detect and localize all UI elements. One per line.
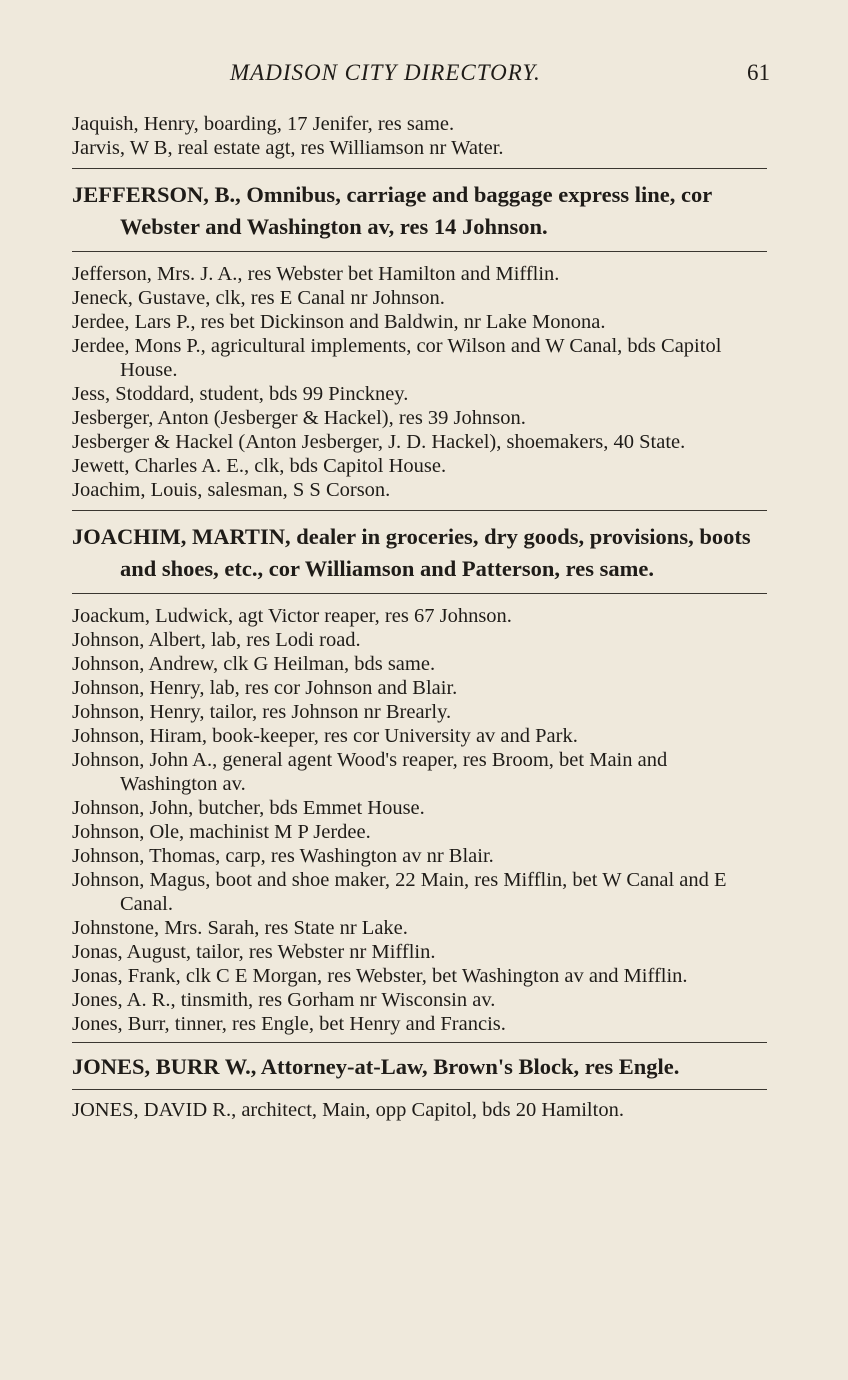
list-item: JONES, DAVID R., architect, Main, opp Capitol, bds 20 Hamilton. xyxy=(72,1099,624,1121)
list-item: Joachim, Louis, salesman, S S Corson. xyxy=(72,479,391,501)
featured-entry: JOACHIM, MARTIN, dealer in groceries, dry goods, provisions, boots and shoes, etc., cor Williamson and Patterson, res same. xyxy=(72,524,751,581)
running-title: MADISON CITY DIRECTORY. xyxy=(230,60,541,85)
list-item: Jess, Stoddard, student, bds 99 Pinckney. xyxy=(72,383,409,405)
list-item: Johnson, Henry, tailor, res Johnson nr Brearly. xyxy=(72,701,452,723)
list-item: Johnson, Henry, lab, res cor Johnson and Blair. xyxy=(72,677,458,699)
list-item: Johnson, John, butcher, bds Emmet House. xyxy=(72,797,425,819)
divider xyxy=(72,593,767,594)
list-item: Jones, A. R., tinsmith, res Gorham nr Wisconsin av. xyxy=(72,989,496,1011)
list-item: Jewett, Charles A. E., clk, bds Capitol House. xyxy=(72,455,447,477)
list-item: Jonas, Frank, clk C E Morgan, res Webster, bet Washington av and Mifflin. xyxy=(72,965,688,987)
list-item: Jerdee, Lars P., res bet Dickinson and Baldwin, nr Lake Monona. xyxy=(72,311,606,333)
list-item: Jaquish, Henry, boarding, 17 Jenifer, res same. xyxy=(72,113,455,135)
list-item: Jones, Burr, tinner, res Engle, bet Henry and Francis. xyxy=(72,1013,506,1035)
list-item: Johnson, Hiram, book-keeper, res cor University av and Park. xyxy=(72,725,578,747)
list-item: Johnson, Thomas, carp, res Washington av nr Blair. xyxy=(72,845,494,867)
directory-content xyxy=(72,112,767,1122)
page-number: 61 xyxy=(747,60,770,85)
divider xyxy=(72,1089,767,1090)
list-item: Johnson, John A., general agent Wood's reaper, res Broom, bet Main and Washington av. xyxy=(72,749,668,795)
list-item: Jeneck, Gustave, clk, res E Canal nr Johnson. xyxy=(72,287,445,309)
list-item: Johnson, Magus, boot and shoe maker, 22 Main, res Mifflin, bet W Canal and E Canal. xyxy=(72,869,727,915)
list-item: Jesberger, Anton (Jesberger & Hackel), res 39 Johnson. xyxy=(72,407,526,429)
list-item: Johnson, Andrew, clk G Heilman, bds same. xyxy=(72,653,436,675)
list-item: Jefferson, Mrs. J. A., res Webster bet Hamilton and Mifflin. xyxy=(72,263,560,285)
list-item: Johnson, Ole, machinist M P Jerdee. xyxy=(72,821,371,843)
divider xyxy=(72,168,767,169)
featured-entry: JEFFERSON, B., Omnibus, carriage and baggage express line, cor Webster and Washington av, res 14 Johnson. xyxy=(72,182,712,239)
list-item: Jonas, August, tailor, res Webster nr Mifflin. xyxy=(72,941,436,963)
list-item: Joackum, Ludwick, agt Victor reaper, res 67 Johnson. xyxy=(72,605,512,627)
list-item: Johnstone, Mrs. Sarah, res State nr Lake. xyxy=(72,917,408,939)
page-header xyxy=(0,60,848,100)
list-item: Jesberger & Hackel (Anton Jesberger, J. D. Hackel), shoemakers, 40 State. xyxy=(72,431,686,453)
divider xyxy=(72,510,767,511)
divider xyxy=(72,1042,767,1043)
list-item: Johnson, Albert, lab, res Lodi road. xyxy=(72,629,361,651)
list-item: Jerdee, Mons P., agricultural implements, cor Wilson and W Canal, bds Capitol House. xyxy=(72,335,722,381)
list-item: Jarvis, W B, real estate agt, res Williamson nr Water. xyxy=(72,137,504,159)
featured-entry: JONES, BURR W., Attorney-at-Law, Brown's Block, res Engle. xyxy=(72,1054,680,1079)
divider xyxy=(72,251,767,252)
